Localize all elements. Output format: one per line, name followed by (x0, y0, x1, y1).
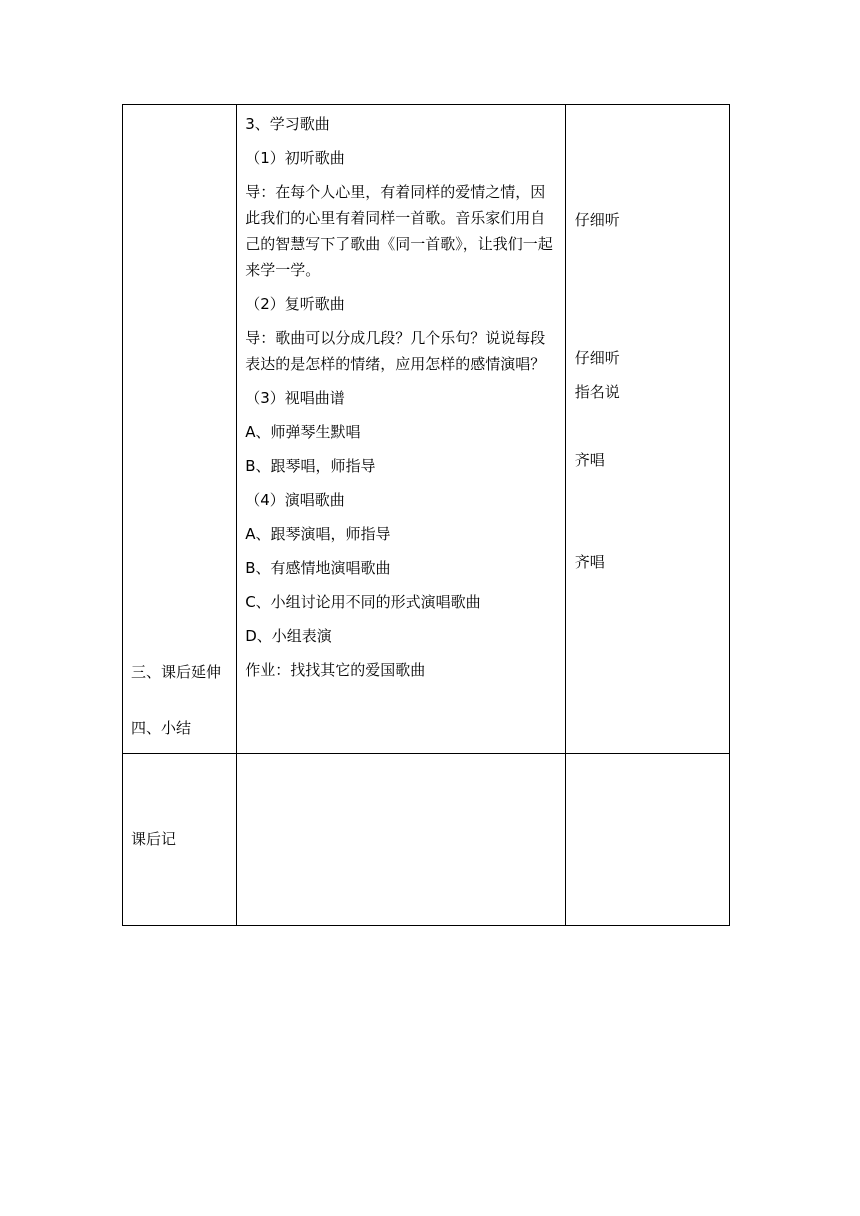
teaching-content-cell (237, 105, 566, 754)
step1-text: 导：在每个人心里，有着同样的爱情之情，因此我们的心里有着同样一首歌。音乐家们用自己的智慧写下了歌曲《同一首歌》，让我们一起来学一学。 (245, 183, 553, 279)
activity-listen-2: 仔细听 (574, 349, 620, 367)
after-class-label: 课后记 (131, 830, 177, 848)
activity-sing-1: 齐唱 (574, 451, 605, 469)
activity-answer: 指名说 (574, 383, 620, 401)
step3-title: （3）视唱曲谱 (245, 389, 345, 407)
step3-item-b: B、跟琴唱，师指导 (245, 457, 376, 475)
step3-item-a: A、师弹琴生默唱 (245, 423, 361, 441)
step4-item-c: C、小组讨论用不同的形式演唱歌曲 (245, 593, 481, 611)
student-activity-cell (565, 105, 729, 754)
stage-extension-label: 三、课后延伸 (131, 663, 222, 681)
homework-text: 作业：找找其它的爱国歌曲 (245, 661, 426, 679)
step2-title: （2）复听歌曲 (245, 295, 345, 313)
step4-item-d: D、小组表演 (245, 627, 332, 645)
after-class-label-cell (123, 754, 237, 926)
step4-item-b: B、有感情地演唱歌曲 (245, 559, 391, 577)
activity-sing-2: 齐唱 (574, 553, 605, 571)
step1-title: （1）初听歌曲 (245, 149, 345, 167)
after-class-activity-cell (565, 754, 729, 926)
step2-text: 导：歌曲可以分成几段？几个乐句？说说每段表达的是怎样的情绪，应用怎样的感情演唱？ (245, 329, 546, 373)
step4-title: （4）演唱歌曲 (245, 491, 345, 509)
table-row-after-class (123, 754, 730, 926)
lesson-plan-table (122, 104, 730, 926)
after-class-notes-cell (237, 754, 566, 926)
activity-listen-1: 仔细听 (574, 211, 620, 229)
stage-summary-label: 四、小结 (131, 719, 192, 737)
table-row-main (123, 105, 730, 754)
section-title: 3、学习歌曲 (245, 115, 330, 133)
step4-item-a: A、跟琴演唱，师指导 (245, 525, 391, 543)
stage-cell (123, 105, 237, 754)
